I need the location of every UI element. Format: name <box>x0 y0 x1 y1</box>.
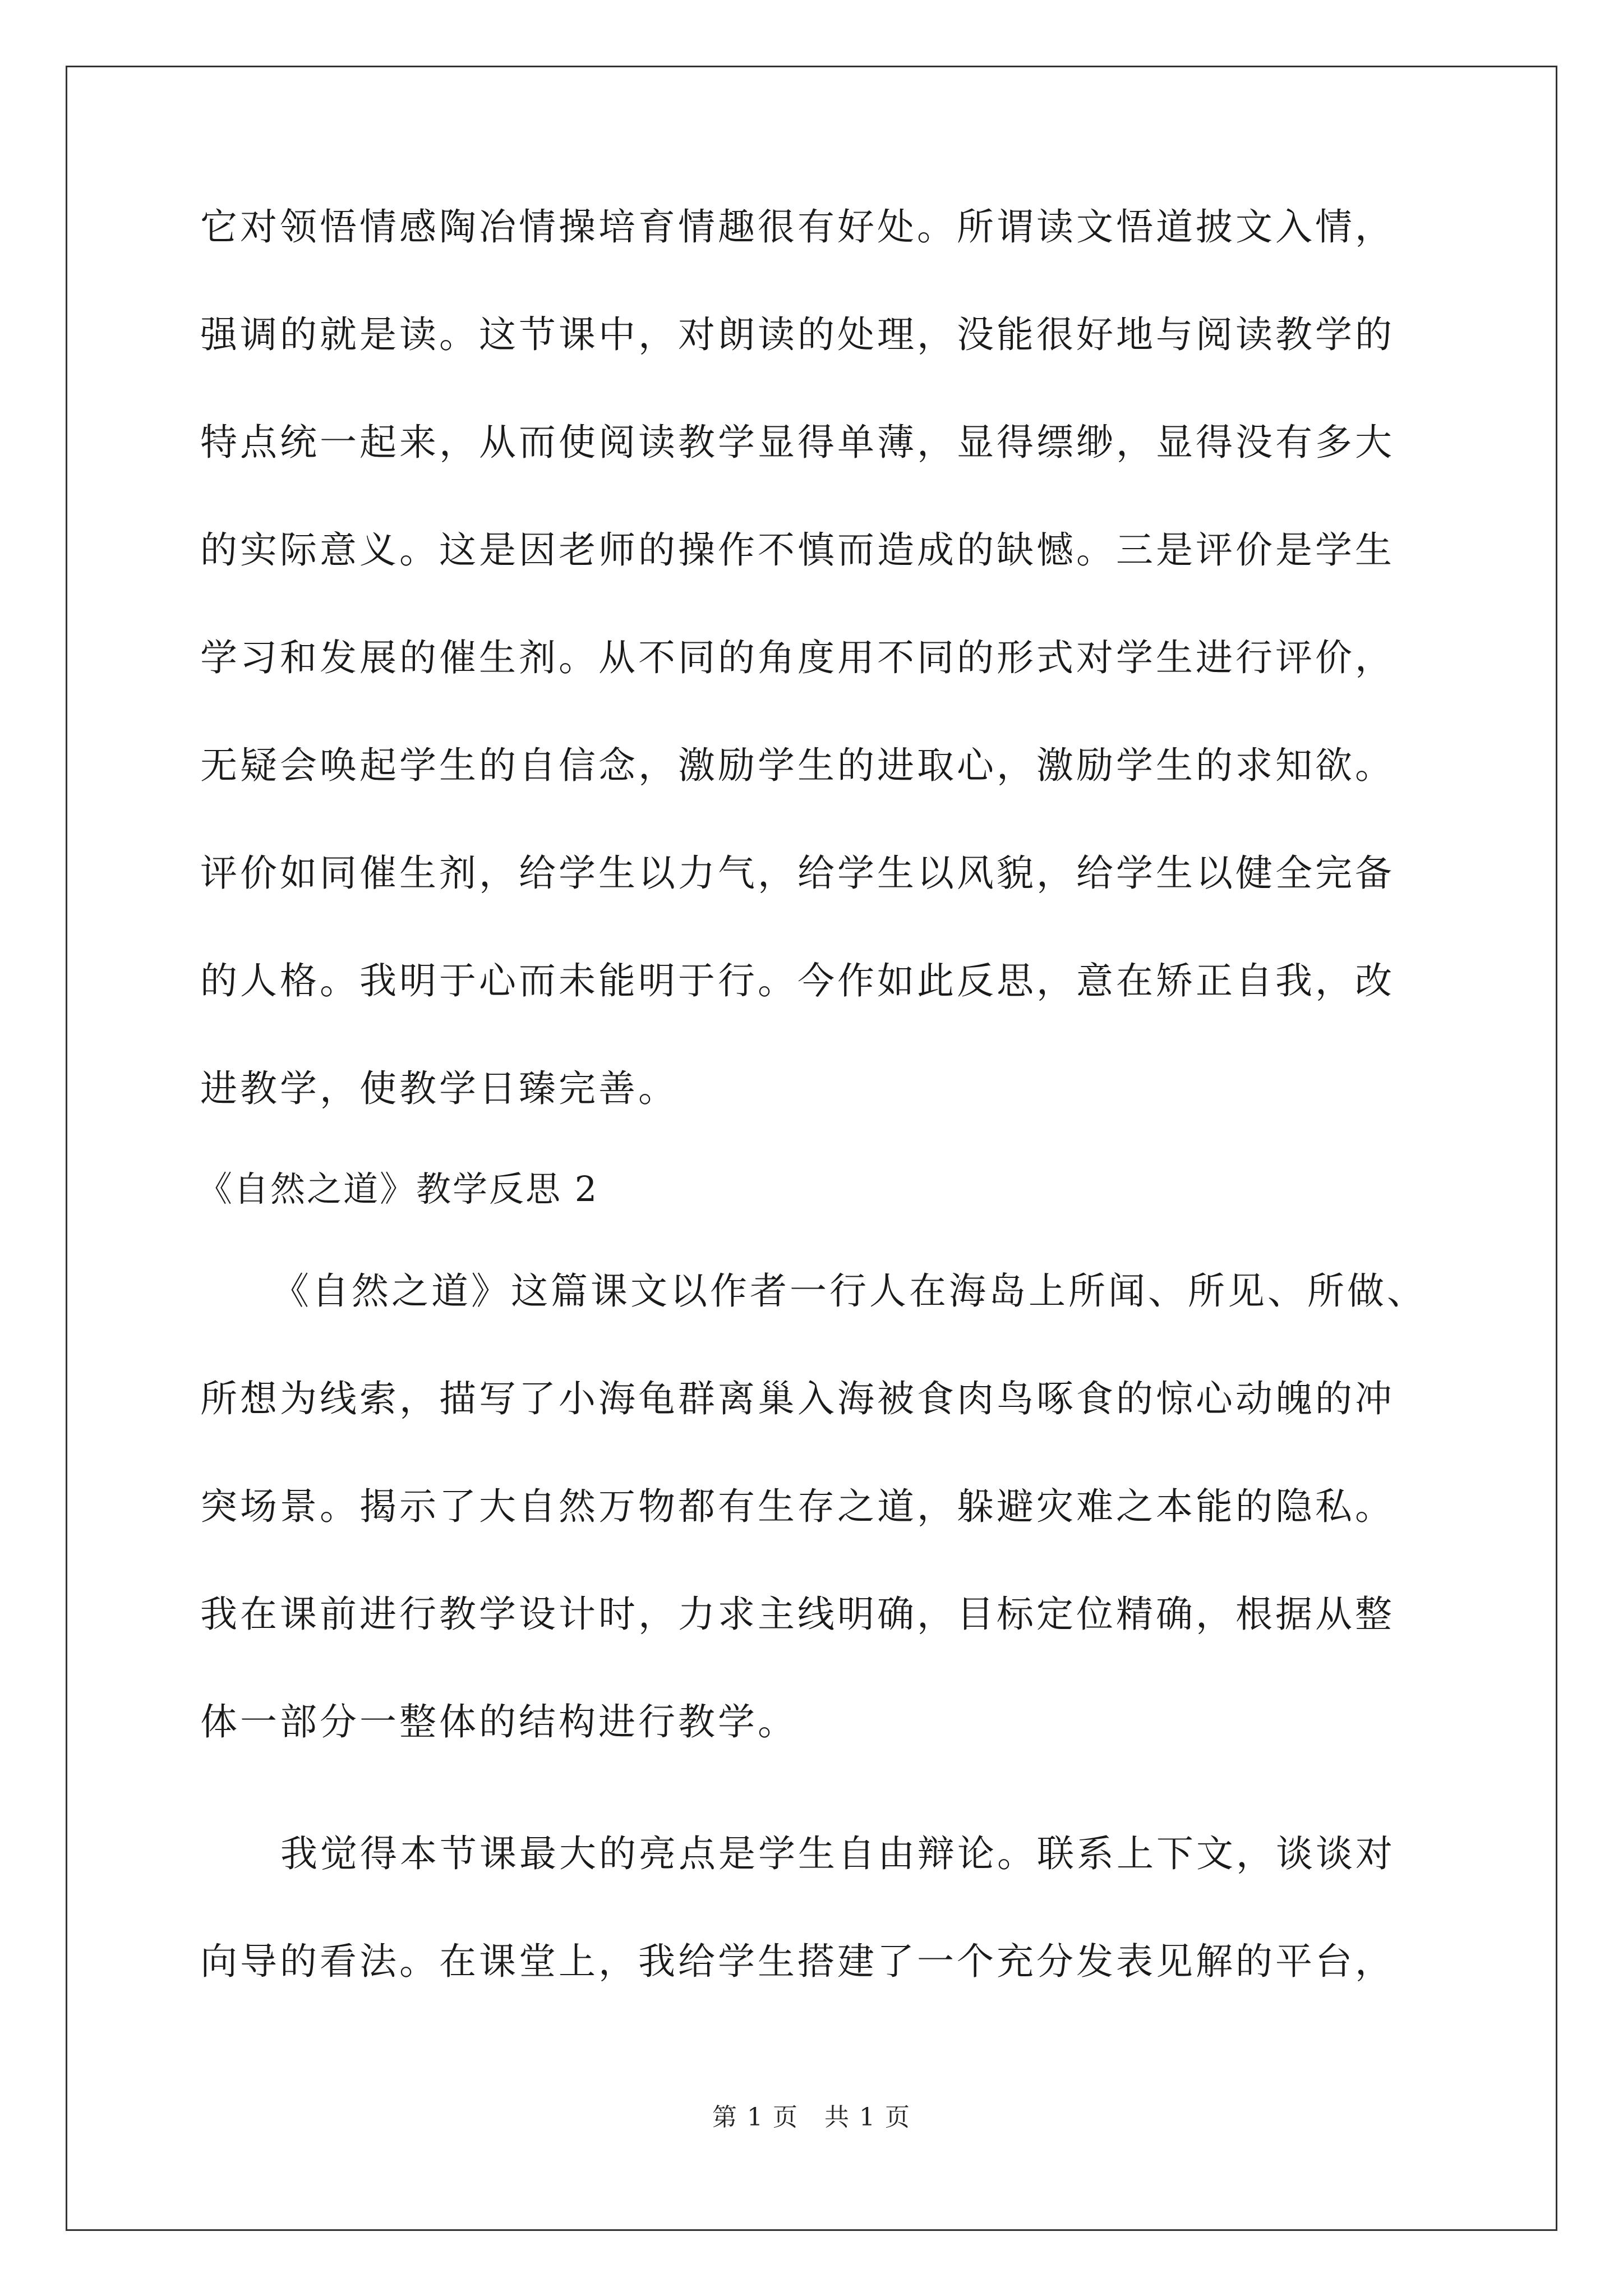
text-line: 体一部分一整体的结构进行教学。 <box>200 1700 797 1743</box>
text-line: 所想为线索，描写了小海龟群离巢入海被食肉鸟啄食的惊心动魄的冲 <box>200 1377 1395 1420</box>
page-footer: 第 1 页 共 1 页 <box>712 2103 911 2132</box>
text-line: 我在课前进行教学设计时，力求主线明确，目标定位精确，根据从整 <box>200 1593 1395 1636</box>
text-line: 无疑会唤起学生的自信念，激励学生的进取心，激励学生的求知欲。 <box>200 744 1395 787</box>
text-line: 的人格。我明于心而未能明于行。今作如此反思，意在矫正自我，改 <box>200 959 1395 1002</box>
text-line: 向导的看法。在课堂上，我给学生搭建了一个充分发表见解的平台， <box>200 1940 1395 1983</box>
section-heading: 《自然之道》教学反思 2 <box>197 1168 599 1209</box>
paragraph-first-line: 《自然之道》这篇课文以作者一行人在海岛上所闻、所见、所做、 <box>272 1269 1427 1313</box>
text-line: 它对领悟情感陶冶情操培育情趣很有好处。所谓读文悟道披文入情， <box>200 205 1395 249</box>
text-line: 进教学，使教学日臻完善。 <box>200 1067 678 1110</box>
page-border <box>66 66 1557 2231</box>
text-line: 突场景。揭示了大自然万物都有生存之道，躲避灾难之本能的隐私。 <box>200 1485 1395 1528</box>
text-line: 强调的就是读。这节课中，对朗读的处理，没能很好地与阅读教学的 <box>200 313 1395 356</box>
text-line: 特点统一起来，从而使阅读教学显得单薄，显得缥缈，显得没有多大 <box>200 421 1395 464</box>
text-line: 的实际意义。这是因老师的操作不慎而造成的缺憾。三是评价是学生 <box>200 528 1395 572</box>
text-line: 评价如同催生剂，给学生以力气，给学生以风貌，给学生以健全完备 <box>200 852 1395 895</box>
paragraph-first-line: 我觉得本节课最大的亮点是学生自由辩论。联系上下文，谈谈对 <box>280 1832 1395 1875</box>
text-line: 学习和发展的催生剂。从不同的角度用不同的形式对学生进行评价， <box>200 636 1395 679</box>
